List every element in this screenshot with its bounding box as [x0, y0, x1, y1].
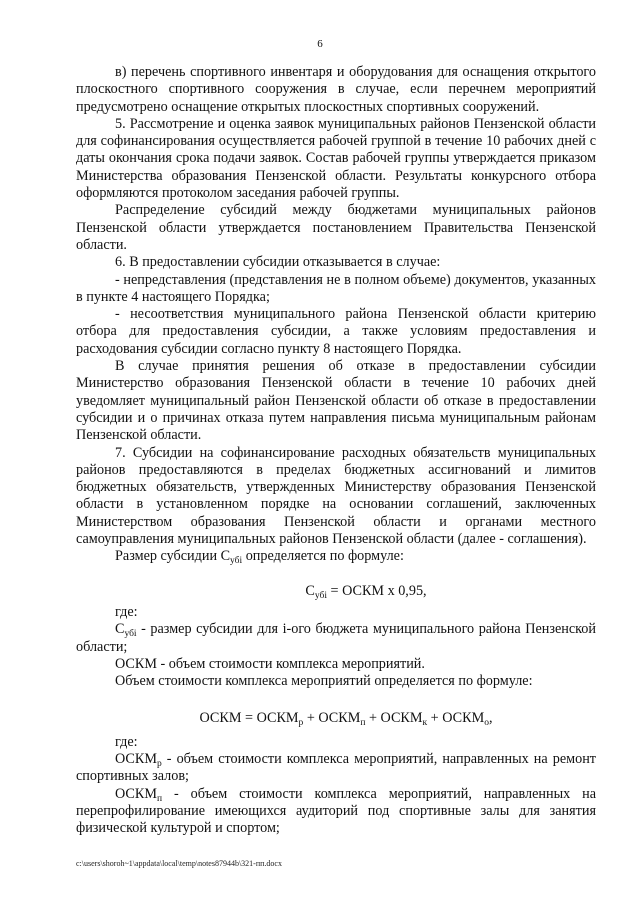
paragraph-distribution: Распределение субсидий между бюджетами муниципальных районов Пензенской области утверждается постановлением Правительства Пензенской области. — [76, 202, 596, 253]
where-label: где: — [115, 603, 138, 620]
paragraph-refusal-reason-1: - непредставления (представления не в полном объеме) документов, указанных в пункте 4 настоящего Порядка; — [76, 271, 596, 305]
definition-oskm-p-text: - объем стоимости комплекса мероприятий, направленных на перепрофилирование имеющихся аудиторий под спортивные залы для занятия физической культурой и спортом; — [76, 785, 596, 837]
definition-oskm-p-subscript: п — [156, 793, 163, 804]
paragraph-equipment-list: в) перечень спортивного инвентаря и оборудования для оснащения открытого плоскостного спортивного сооружения в случае, если перечнем мероприятий предусмотрено оснащение открытых плоскостных спортивных сооружений. — [76, 64, 596, 115]
paragraph-refusal-reason-2: - несоответствия муниципального района Пензенской области критерию отбора для предоставления субсидии, а также условиям предоставления и расходования субсидии согласно пункту 8 настоящего Порядка. — [76, 306, 596, 357]
definition-oskm-r-subscript: р — [156, 758, 162, 769]
formula-oskm-part-c: + ОСКМ — [365, 710, 423, 727]
definition-subsidy — [76, 621, 596, 656]
definition-oskm-r-symbol: ОСКМ — [115, 750, 157, 767]
definition-subsidy-symbol: С — [115, 621, 125, 638]
paragraph-section-7: 7. Субсидии на софинансирование расходных обязательств муниципальных районов предоставляются в пределах бюджетных ассигнований и лимитов бюджетных обязательств, утвержденных Министерству образования Пензенской области в установленном порядке на основании соглашений, заключенных Министерством образования Пензенской области и органами местного самоуправления муниципальных районов Пензенской области (далее - соглашения). — [76, 444, 596, 548]
subsidy-size-subscript: убi — [230, 556, 243, 567]
formula-oskm-sub-o: о — [484, 718, 489, 729]
page-number: 6 — [317, 38, 323, 50]
definition-oskm-r-text: - объем стоимости комплекса мероприятий, направленных на ремонт спортивных залов; — [76, 750, 596, 785]
formula-subsidy — [76, 566, 596, 604]
document-body — [76, 64, 596, 837]
formula-oskm-part-a: ОСКМ = ОСКМ — [199, 710, 299, 727]
definition-subsidy-subscript: убi — [124, 629, 137, 640]
formula-oskm — [76, 690, 596, 733]
formula-subsidy-lhs-subscript: убi — [314, 590, 327, 601]
where-label-2: где: — [115, 733, 138, 750]
formula-subsidy-lhs: С — [305, 582, 315, 599]
formula-oskm-part-d: + ОСКМ — [427, 710, 485, 727]
paragraph-section-6: 6. В предоставлении субсидии отказывается в случае: — [115, 254, 441, 271]
formula-oskm-sub-p: п — [360, 718, 366, 729]
definition-oskm-r — [76, 751, 596, 786]
formula-oskm-part-b: + ОСКМ — [303, 710, 361, 727]
paragraph-refusal-notice: В случае принятия решения об отказе в предоставлении субсидии Министерство образования Пензенской области в течение 10 рабочих дней уведомляет муниципальный район Пензенской области об отказе в предоставлении субсидии и о причинах отказа путем направления письма муниципальным районам Пензенской области. — [76, 358, 596, 444]
file-path-footer: c:\users\shoroh~1\appdata\local\temp\notes87944b\321-пп.docx — [76, 859, 282, 868]
formula-oskm-end: , — [488, 710, 493, 727]
definition-oskm-p — [76, 786, 596, 838]
paragraph-subsidy-size — [76, 548, 596, 565]
formula-oskm-sub-r: р — [298, 718, 304, 729]
formula-subsidy-rhs: = ОСКМ х 0,95, — [326, 582, 427, 599]
paragraph-section-5: 5. Рассмотрение и оценка заявок муниципальных районов Пензенской области для софинансирования осуществляется рабочей группой в течение 10 рабочих дней с даты окончания срока подачи заявок. Состав рабочей группы утверждается приказом Министерства образования Пензенской области. Результаты конкурсного отбора оформляются протоколом заседания рабочей группы. — [76, 115, 596, 202]
subsidy-size-text: Размер субсидии С — [115, 548, 231, 565]
formula-oskm-sub-k: к — [422, 718, 428, 729]
subsidy-size-text-end: определяется по формуле: — [242, 548, 404, 565]
definition-subsidy-text: - размер субсидии для i-ого бюджета муниципального района Пензенской области; — [76, 621, 596, 655]
paragraph-oskm-formula-intro: Объем стоимости комплекса мероприятий определяется по формуле: — [115, 673, 533, 690]
definition-oskm: ОСКМ - объем стоимости комплекса мероприятий. — [115, 655, 425, 672]
definition-oskm-p-symbol: ОСКМ — [115, 785, 157, 802]
